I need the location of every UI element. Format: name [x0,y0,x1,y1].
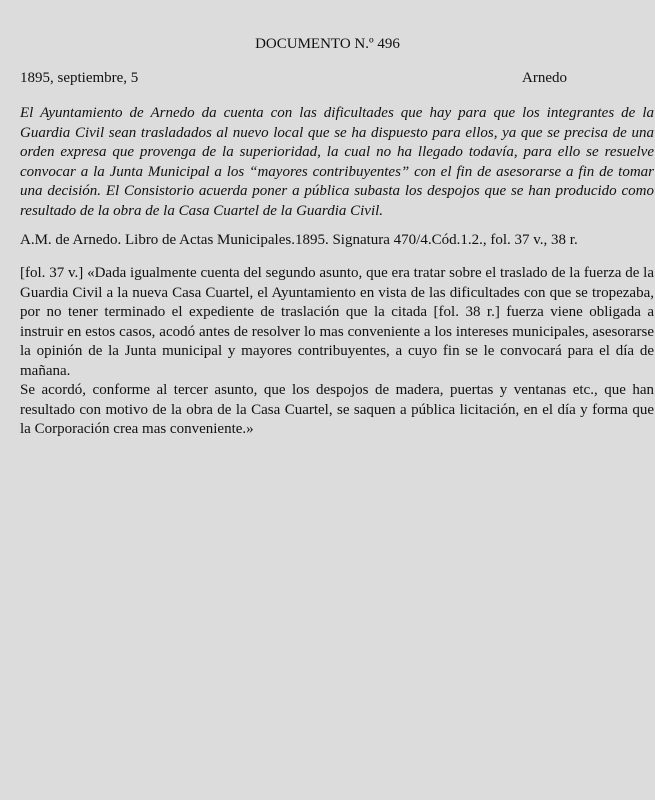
document-date: 1895, septiembre, 5 [20,70,139,86]
document-source: A.M. de Arnedo. Libro de Actas Municipales.1895. Signatura 470/4.Cód.1.2., fol. 37 v., 38 r. [20,232,578,248]
body-paragraph: [fol. 37 v.] «Dada igualmente cuenta del segundo asunto, que era tratar sobre el traslado de la fuerza de la Guardia Civil a la nueva Casa Cuartel, el Ayuntamiento en vista de las dificultades con que se tropezaba, por no tener terminado el expediente de traslación que la citada [fol. 38 r.] fuerza viene obligada a instruir en estos casos, acodó antes de resolver lo mas conveniente a los intereses municipales, asesorarse la opinión de la Junta municipal y mayores contribuyentes, a cuyo fin se le convocará para el día de mañana. [20,265,654,379]
document-title: DOCUMENTO N.º 496 [255,36,400,52]
document-place: Arnedo [522,70,567,86]
body-paragraph: Se acordó, conforme al tercer asunto, que los despojos de madera, puertas y ventanas etc., que han resultado con motivo de la obra de la Casa Cuartel, se saquen a pública licitación, en el día y forma que la Corporación crea mas conveniente.» [20,382,654,437]
document-summary: El Ayuntamiento de Arnedo da cuenta con las dificultades que hay para que los integrantes de la Guardia Civil sean trasladados al nuevo local que se ha dispuesto para ellos, ya que se precisa de una orden expresa que provenga de la superioridad, la cual no ha llegado todavía, para ello se resuelve convocar a la Junta Municipal a los “mayores contribuyentes” con el fin de asesorarse a fin de tomar una decisión. El Consistorio acuerda poner a pública subasta los despojos que se han producido como resultado de la obra de la Casa Cuartel de la Guardia Civil. [20,105,654,219]
document-body [20,264,654,440]
dateline [20,70,567,87]
